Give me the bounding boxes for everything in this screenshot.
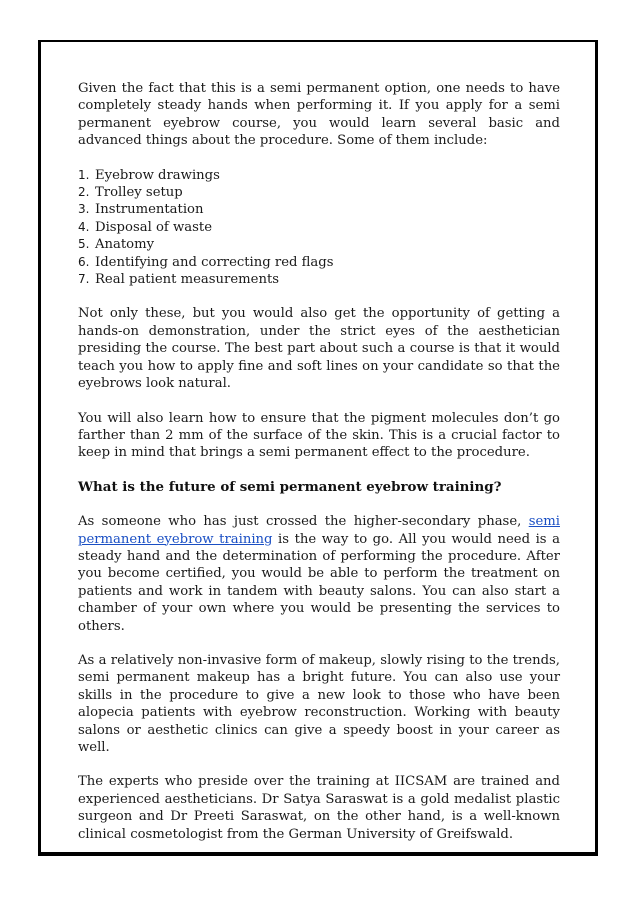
demonstration-paragraph: Not only these, but you would also get the opportunity of getting a hands-on demonstration, under the strict eyes of the aesthetician presiding the course. The best part about such a course is that it would teach you how to apply fine and soft lines on your candidate so that the eyebrows look natural. <box>78 306 560 392</box>
list-text: Real patient measurements <box>95 272 280 288</box>
list-number: 3. <box>78 202 90 217</box>
intro-paragraph: Given the fact that this is a semi permanent option, one needs to have completely steady hands when performing it. If you apply for a semi permanent eyebrow course, you would learn several basic and advanced things about the procedure. Some of them include: <box>78 81 560 149</box>
makeup-paragraph: As a relatively non-invasive form of makeup, slowly rising to the trends, semi permanent makeup has a bright future. You can also use your skills in the procedure to give a new look to those who have been alopecia patients with eyebrow reconstruction. Working with beauty salons or aesthetic clinics can give a speedy boost in your career as well. <box>78 652 560 755</box>
list-item <box>78 184 560 201</box>
list-text: Anatomy <box>95 237 155 253</box>
document-body <box>78 80 560 860</box>
list-item <box>78 271 560 288</box>
list-number: 5. <box>78 237 90 252</box>
list-item <box>78 236 560 253</box>
future-text-after: is the way to go. All you would need is a steady hand and the determination of performing the procedure. After you become certified, you would be able to perform the treatment on patients and work in tandem with beauty salons. You can also start a chamber of your own where you would be presenting the services to others. <box>78 531 560 634</box>
topics-list <box>78 167 560 289</box>
section-heading: What is the future of semi permanent eyebrow training? <box>78 478 502 495</box>
list-number: 2. <box>78 185 90 200</box>
pigment-paragraph: You will also learn how to ensure that the pigment molecules don’t go farther than 2 mm of the surface of the skin. This is a crucial factor to keep in mind that brings a semi permanent effect to the procedure. <box>78 410 560 461</box>
list-text: Identifying and correcting red flags <box>95 254 334 270</box>
list-item <box>78 201 560 218</box>
list-text: Disposal of waste <box>95 219 213 235</box>
list-item <box>78 219 560 236</box>
list-number: 6. <box>78 254 90 269</box>
list-number: 1. <box>78 167 90 182</box>
list-number: 7. <box>78 272 90 287</box>
list-item <box>78 254 560 271</box>
future-paragraph <box>78 513 560 635</box>
list-text: Instrumentation <box>95 202 204 218</box>
course-link[interactable]: semi permanent eyebrow training <box>78 514 560 547</box>
future-text-before: As someone who has just crossed the higher-secondary phase, <box>78 514 529 530</box>
list-text: Eyebrow drawings <box>95 167 220 183</box>
list-number: 4. <box>78 219 90 234</box>
list-text: Trolley setup <box>95 185 183 201</box>
experts-paragraph: The experts who preside over the training at IICSAM are trained and experienced aestheticians. Dr Satya Saraswat is a gold medalist plastic surgeon and Dr Preeti Saraswat, on the other hand, is a well-known clinical cosmetologist from the German University of Greifswald. <box>78 774 560 842</box>
list-item <box>78 167 560 184</box>
